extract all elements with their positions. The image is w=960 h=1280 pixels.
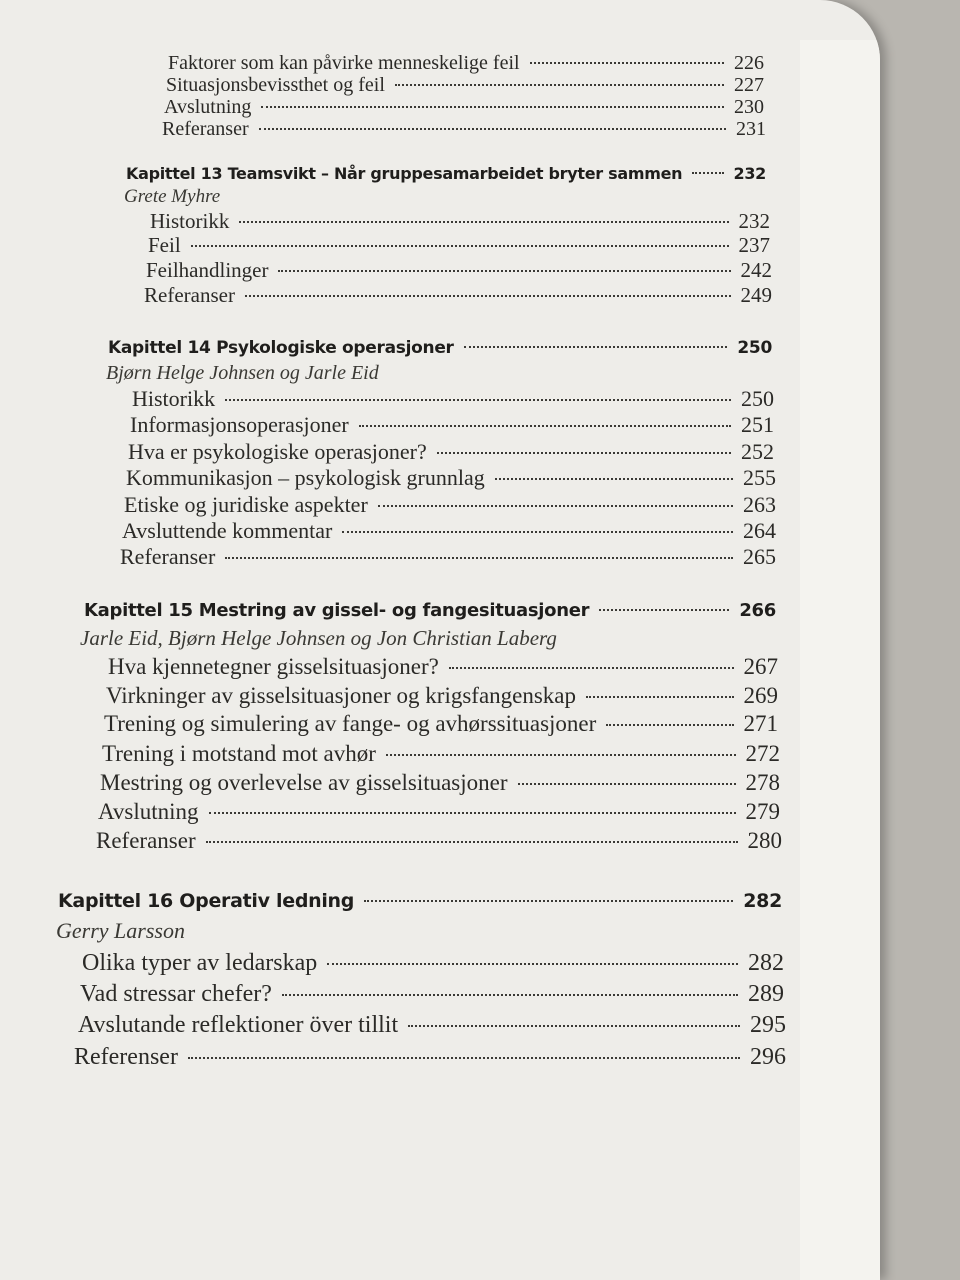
leader-dots <box>386 754 736 756</box>
leader-dots <box>188 1057 740 1059</box>
entry-page: 280 <box>747 828 782 853</box>
toc-entry <box>144 283 772 308</box>
leader-dots <box>586 696 733 698</box>
entry-page: 263 <box>743 492 776 517</box>
toc-entry <box>132 386 774 412</box>
leader-dots <box>606 724 733 726</box>
toc-entry <box>148 233 770 258</box>
leader-dots <box>599 609 729 611</box>
entry-page: 267 <box>743 654 778 679</box>
chapter-heading <box>126 164 766 183</box>
chapter-title: Kapittel 13 Teamsvikt – Når gruppesamarbeidet bryter sammen <box>126 164 683 183</box>
entry-title: Feil <box>148 233 181 257</box>
chapter-page: 250 <box>737 338 772 358</box>
toc-entry <box>146 258 772 283</box>
leader-dots <box>692 172 723 174</box>
toc-entry <box>122 518 776 544</box>
entry-page: 252 <box>741 439 774 464</box>
entry-page: 230 <box>734 96 764 118</box>
toc-entry <box>82 950 784 977</box>
leader-dots <box>225 399 731 401</box>
entry-title: Hva er psykologiske operasjoner? <box>128 439 427 464</box>
toc-entry <box>104 711 778 737</box>
leader-dots <box>191 245 729 247</box>
entry-page: 272 <box>745 741 780 766</box>
entry-title: Trening og simulering av fange- og avhørssituasjoner <box>104 711 597 736</box>
entry-title: Referanser <box>162 118 249 140</box>
entry-title: Etiske og juridiske aspekter <box>124 492 368 517</box>
chapter-title: Kapittel 14 Psykologiske operasjoner <box>108 338 454 358</box>
leader-dots <box>359 425 731 427</box>
entry-page: 237 <box>738 233 770 257</box>
toc-entry <box>80 981 784 1008</box>
toc-entry <box>130 412 774 438</box>
toc-entry <box>106 683 778 709</box>
chapter-page: 232 <box>733 164 766 183</box>
entry-page: 255 <box>743 465 776 490</box>
leader-dots <box>327 963 738 965</box>
entry-page: 282 <box>748 950 784 976</box>
chapter-page: 266 <box>739 600 776 621</box>
chapter-title: Kapittel 16 Operativ ledning <box>58 890 355 912</box>
entry-title: Feilhandlinger <box>146 258 269 282</box>
toc-entry <box>102 741 780 767</box>
leader-dots <box>225 557 733 559</box>
toc-entry <box>126 465 776 491</box>
entry-page: 227 <box>734 74 764 96</box>
chapter-author: Gerry Larsson <box>56 918 185 943</box>
entry-page: 296 <box>750 1044 786 1070</box>
entry-page: 249 <box>740 283 772 307</box>
leader-dots <box>437 452 731 454</box>
leader-dots <box>495 478 733 480</box>
entry-page: 251 <box>741 412 774 437</box>
entry-page: 265 <box>743 544 776 569</box>
leader-dots <box>449 667 734 669</box>
toc-entry <box>108 654 778 680</box>
chapter-title: Kapittel 15 Mestring av gissel- og fangesituasjoner <box>84 600 590 621</box>
entry-title: Informasjonsoperasjoner <box>130 412 349 437</box>
entry-title: Faktorer som kan påvirke menneskelige feil <box>168 52 520 74</box>
entry-page: 279 <box>745 799 780 824</box>
entry-title: Situasjonsbevissthet og feil <box>166 74 385 96</box>
leader-dots <box>530 62 724 64</box>
leader-dots <box>518 783 736 785</box>
leader-dots <box>342 531 733 533</box>
entry-page: 232 <box>738 209 770 233</box>
toc-entry <box>168 52 764 75</box>
entry-title: Referenser <box>74 1044 178 1070</box>
entry-page: 289 <box>748 981 784 1007</box>
leader-dots <box>395 84 724 86</box>
leader-dots <box>245 295 731 297</box>
toc-entry <box>100 770 780 796</box>
toc-entry <box>166 74 764 97</box>
entry-title: Kommunikasjon – psykologisk grunnlag <box>126 465 485 490</box>
entry-page: 250 <box>741 386 774 411</box>
leader-dots <box>206 841 738 843</box>
entry-title: Mestring og overlevelse av gisselsituasjoner <box>100 770 508 795</box>
entry-page: 226 <box>734 52 764 74</box>
entry-title: Virkninger av gisselsituasjoner og krigsfangenskap <box>106 683 577 708</box>
toc-entry <box>162 118 766 141</box>
leader-dots <box>239 221 728 223</box>
entry-title: Referanser <box>96 828 196 853</box>
chapter-heading <box>58 890 782 912</box>
toc-entry <box>164 96 764 119</box>
entry-title: Olika typer av ledarskap <box>82 950 318 976</box>
toc-entry <box>150 209 770 234</box>
leader-dots <box>278 270 730 272</box>
chapter-heading <box>84 600 776 621</box>
toc-entry <box>124 492 776 518</box>
entry-title: Trening i motstand mot avhør <box>102 741 376 766</box>
entry-page: 264 <box>743 518 776 543</box>
toc-entry <box>98 799 780 825</box>
leader-dots <box>282 994 738 996</box>
leader-dots <box>408 1025 740 1027</box>
entry-page: 271 <box>743 711 778 736</box>
chapter-author: Bjørn Helge Johnsen og Jarle Eid <box>106 362 379 384</box>
entry-title: Avslutning <box>98 799 199 824</box>
entry-page: 278 <box>745 770 780 795</box>
chapter-author: Jarle Eid, Bjørn Helge Johnsen og Jon Christian Laberg <box>80 626 557 650</box>
chapter-heading <box>108 338 772 358</box>
entry-title: Hva kjennetegner gisselsituasjoner? <box>108 654 439 679</box>
entry-title: Historikk <box>132 386 216 411</box>
entry-title: Historikk <box>150 209 230 233</box>
entry-page: 269 <box>743 683 778 708</box>
toc-entry <box>74 1044 786 1071</box>
chapter-author: Grete Myhre <box>124 186 221 207</box>
leader-dots <box>259 128 726 130</box>
entry-title: Avsluttende kommentar <box>122 518 333 543</box>
leader-dots <box>364 900 733 902</box>
toc-entry <box>120 544 776 570</box>
entry-page: 242 <box>740 258 772 282</box>
toc-entry <box>96 828 782 854</box>
entry-title: Referanser <box>120 544 216 569</box>
leader-dots <box>261 106 724 108</box>
leader-dots <box>378 505 733 507</box>
entry-title: Referanser <box>144 283 235 307</box>
chapter-page: 282 <box>743 890 782 912</box>
entry-page: 231 <box>736 118 766 140</box>
toc-entry <box>78 1012 786 1039</box>
entry-title: Avslutning <box>164 96 252 118</box>
toc-entry <box>128 439 774 465</box>
entry-page: 295 <box>750 1012 786 1038</box>
entry-title: Vad stressar chefer? <box>80 981 272 1007</box>
leader-dots <box>209 812 736 814</box>
entry-title: Avslutande reflektioner över tillit <box>78 1012 399 1038</box>
leader-dots <box>464 346 728 348</box>
